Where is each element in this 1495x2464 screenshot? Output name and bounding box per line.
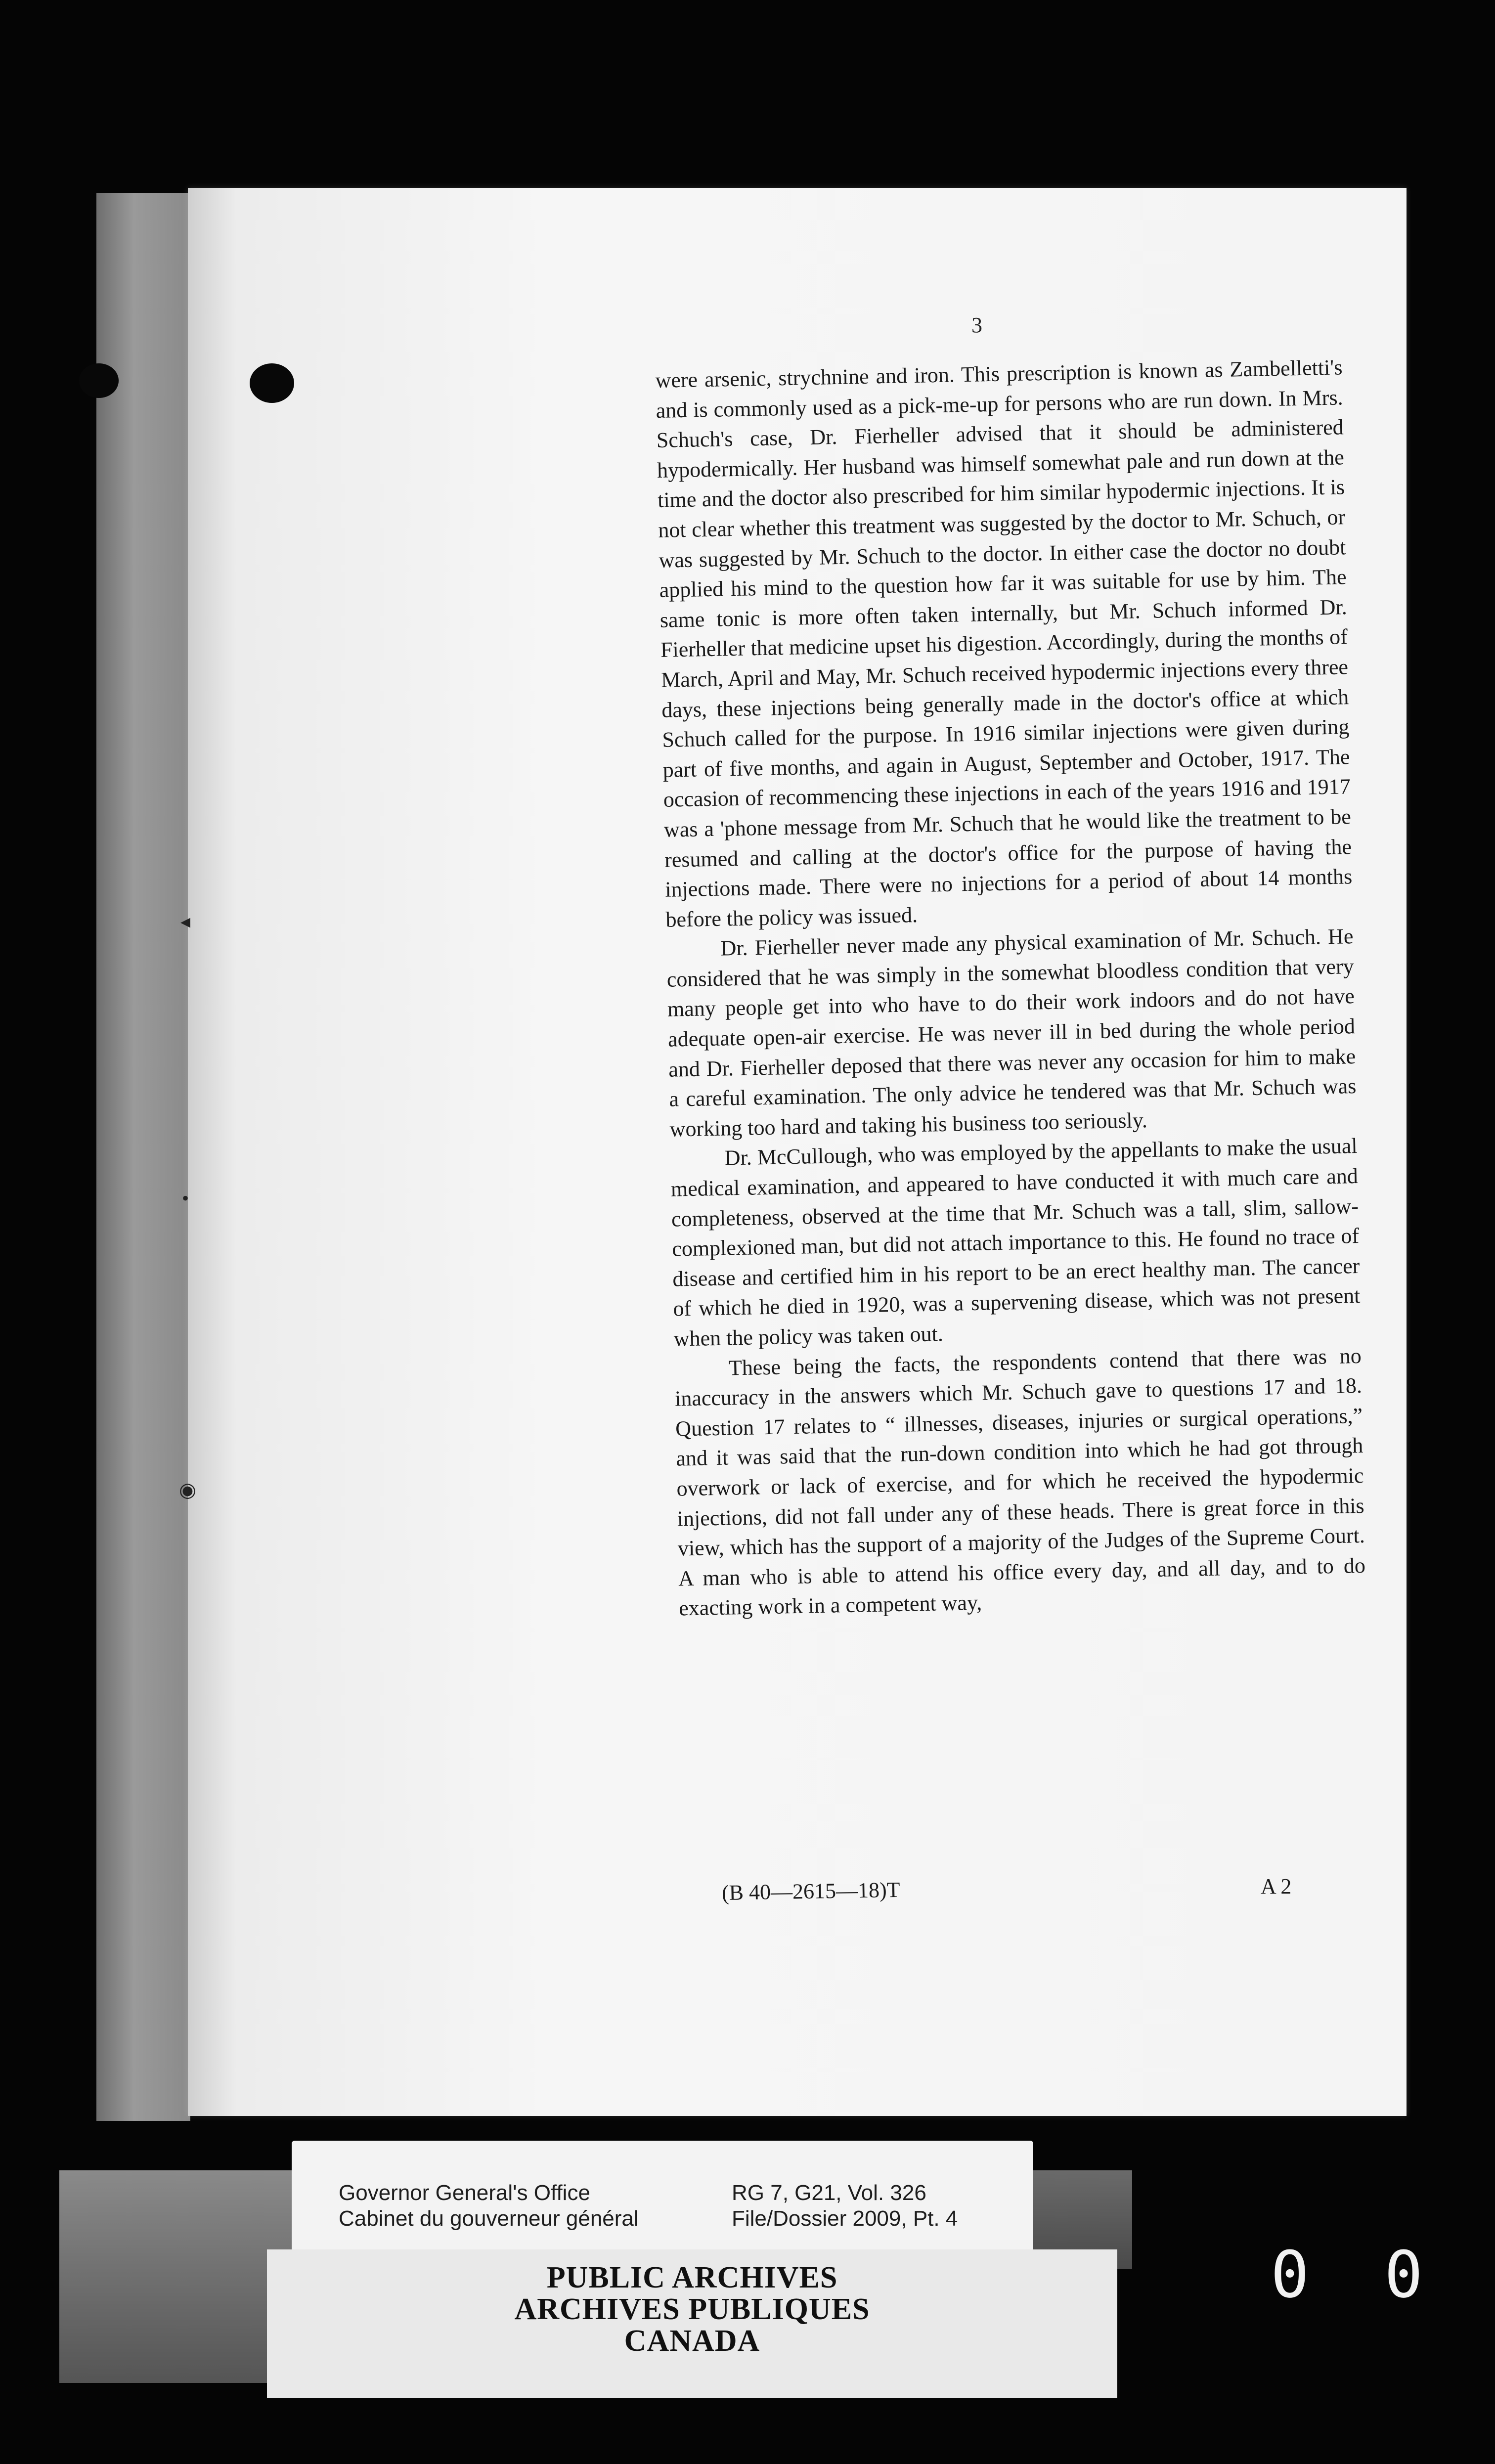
binding-mark-icon: •	[182, 1187, 189, 1209]
page-number: 3	[971, 313, 982, 337]
frame-counter: 0	[1384, 2237, 1423, 2312]
punch-hole	[250, 363, 294, 403]
stamp-line: CANADA	[624, 2324, 760, 2358]
body-text	[655, 352, 1366, 1624]
frame-counter: 0	[1271, 2237, 1310, 2312]
record-group: RG 7, G21, Vol. 326	[732, 2181, 926, 2205]
paragraph: Dr. McCullough, who was employed by the appellants to make the usual medical examination, and appeared to have conducted it with much care and completeness, observed at the time that Mr. Schuch was a tall, slim, sallow-complexioned man, but did not attach importance to this. He found no trace of disease and certified him in his report to be an erect healthy man. The cancer of which he died in 1920, was a supervening disease, which was not present when the policy was taken out.	[670, 1134, 1361, 1351]
archive-label	[292, 2141, 1033, 2264]
archives-stamp	[267, 2249, 1117, 2398]
paragraph: These being the facts, the respondents contend that there was no inaccuracy in the answers which Mr. Schuch gave to questions 17 and 18. Question 17 relates to “ illnesses, diseases, injuries or surgical operations,” and it was said that the run-down condition into which he had got through overwork or lack of exercise, and for which he received the hypodermic injections, did not fall under any of these heads. There is great force in this view, which has the support of a majority of the Judges of the Supreme Court. A man who is able to attend his office every day, and all day, and to do exacting work in a competent way,	[674, 1343, 1366, 1621]
file-reference: File/Dossier 2009, Pt. 4	[732, 2206, 958, 2231]
film-margin	[59, 2170, 292, 2383]
stamp-line: PUBLIC ARCHIVES	[546, 2261, 838, 2294]
print-code: (B 40—2615—18)T	[721, 1877, 900, 1905]
paragraph: Dr. Fierheller never made any physical examination of Mr. Schuch. He considered that he was simply in the somewhat bloodless condition that very many people get into who have to do their work indoors and do not have adequate open-air exercise. He was never ill in bed during the whole period and Dr. Fierheller deposed that there was never any occasion for him to make a careful examination. The only advice he tendered was that Mr. Schuch was working too hard and taking his business too seriously.	[666, 924, 1357, 1142]
edge-notch	[79, 363, 119, 398]
office-en: Governor General's Office	[339, 2181, 590, 2205]
binding-mark-icon: ◂	[180, 910, 191, 932]
stamp-line: ARCHIVES PUBLIQUES	[514, 2292, 870, 2326]
binding-mark-icon: ◉	[179, 1479, 196, 1501]
office-fr: Cabinet du gouverneur général	[339, 2206, 639, 2231]
signature-mark: A 2	[1261, 1874, 1292, 1898]
paragraph: were arsenic, strychnine and iron. This prescription is known as Zambelletti's and is commonly used as a pick-me-up for persons who are run down. In Mrs. Schuch's case, Dr. Fierheller advised that it should be administered hypodermically. Her husband was himself somewhat pale and run down at the time and the doctor also prescribed for him similar hypodermic injections. It is not clear whether this treatment was suggested by the doctor to Mr. Schuch, or was suggested by Mr. Schuch to the doctor. In either case the doctor no doubt applied his mind to the question how far it was suitable for use by him. The same tonic is more often taken internally, but Mr. Schuch informed Dr. Fierheller that medicine upset his digestion. Accordingly, during the months of March, April and May, Mr. Schuch received hypodermic injections every three days, these injections being generally made in the doctor's office at which Schuch called for the purpose. In 1916 similar injections were given during part of five months, and again in August, September and October, 1917. The occasion of recommencing these injections in each of the years 1916 and 1917 was a 'phone message from Mr. Schuch that he would like the treatment to be resumed and calling at the doctor's office for the purpose of having the injections made. There were no injections for a period of about 14 months before the policy was issued.	[655, 355, 1353, 932]
binder-edge	[96, 193, 190, 2121]
